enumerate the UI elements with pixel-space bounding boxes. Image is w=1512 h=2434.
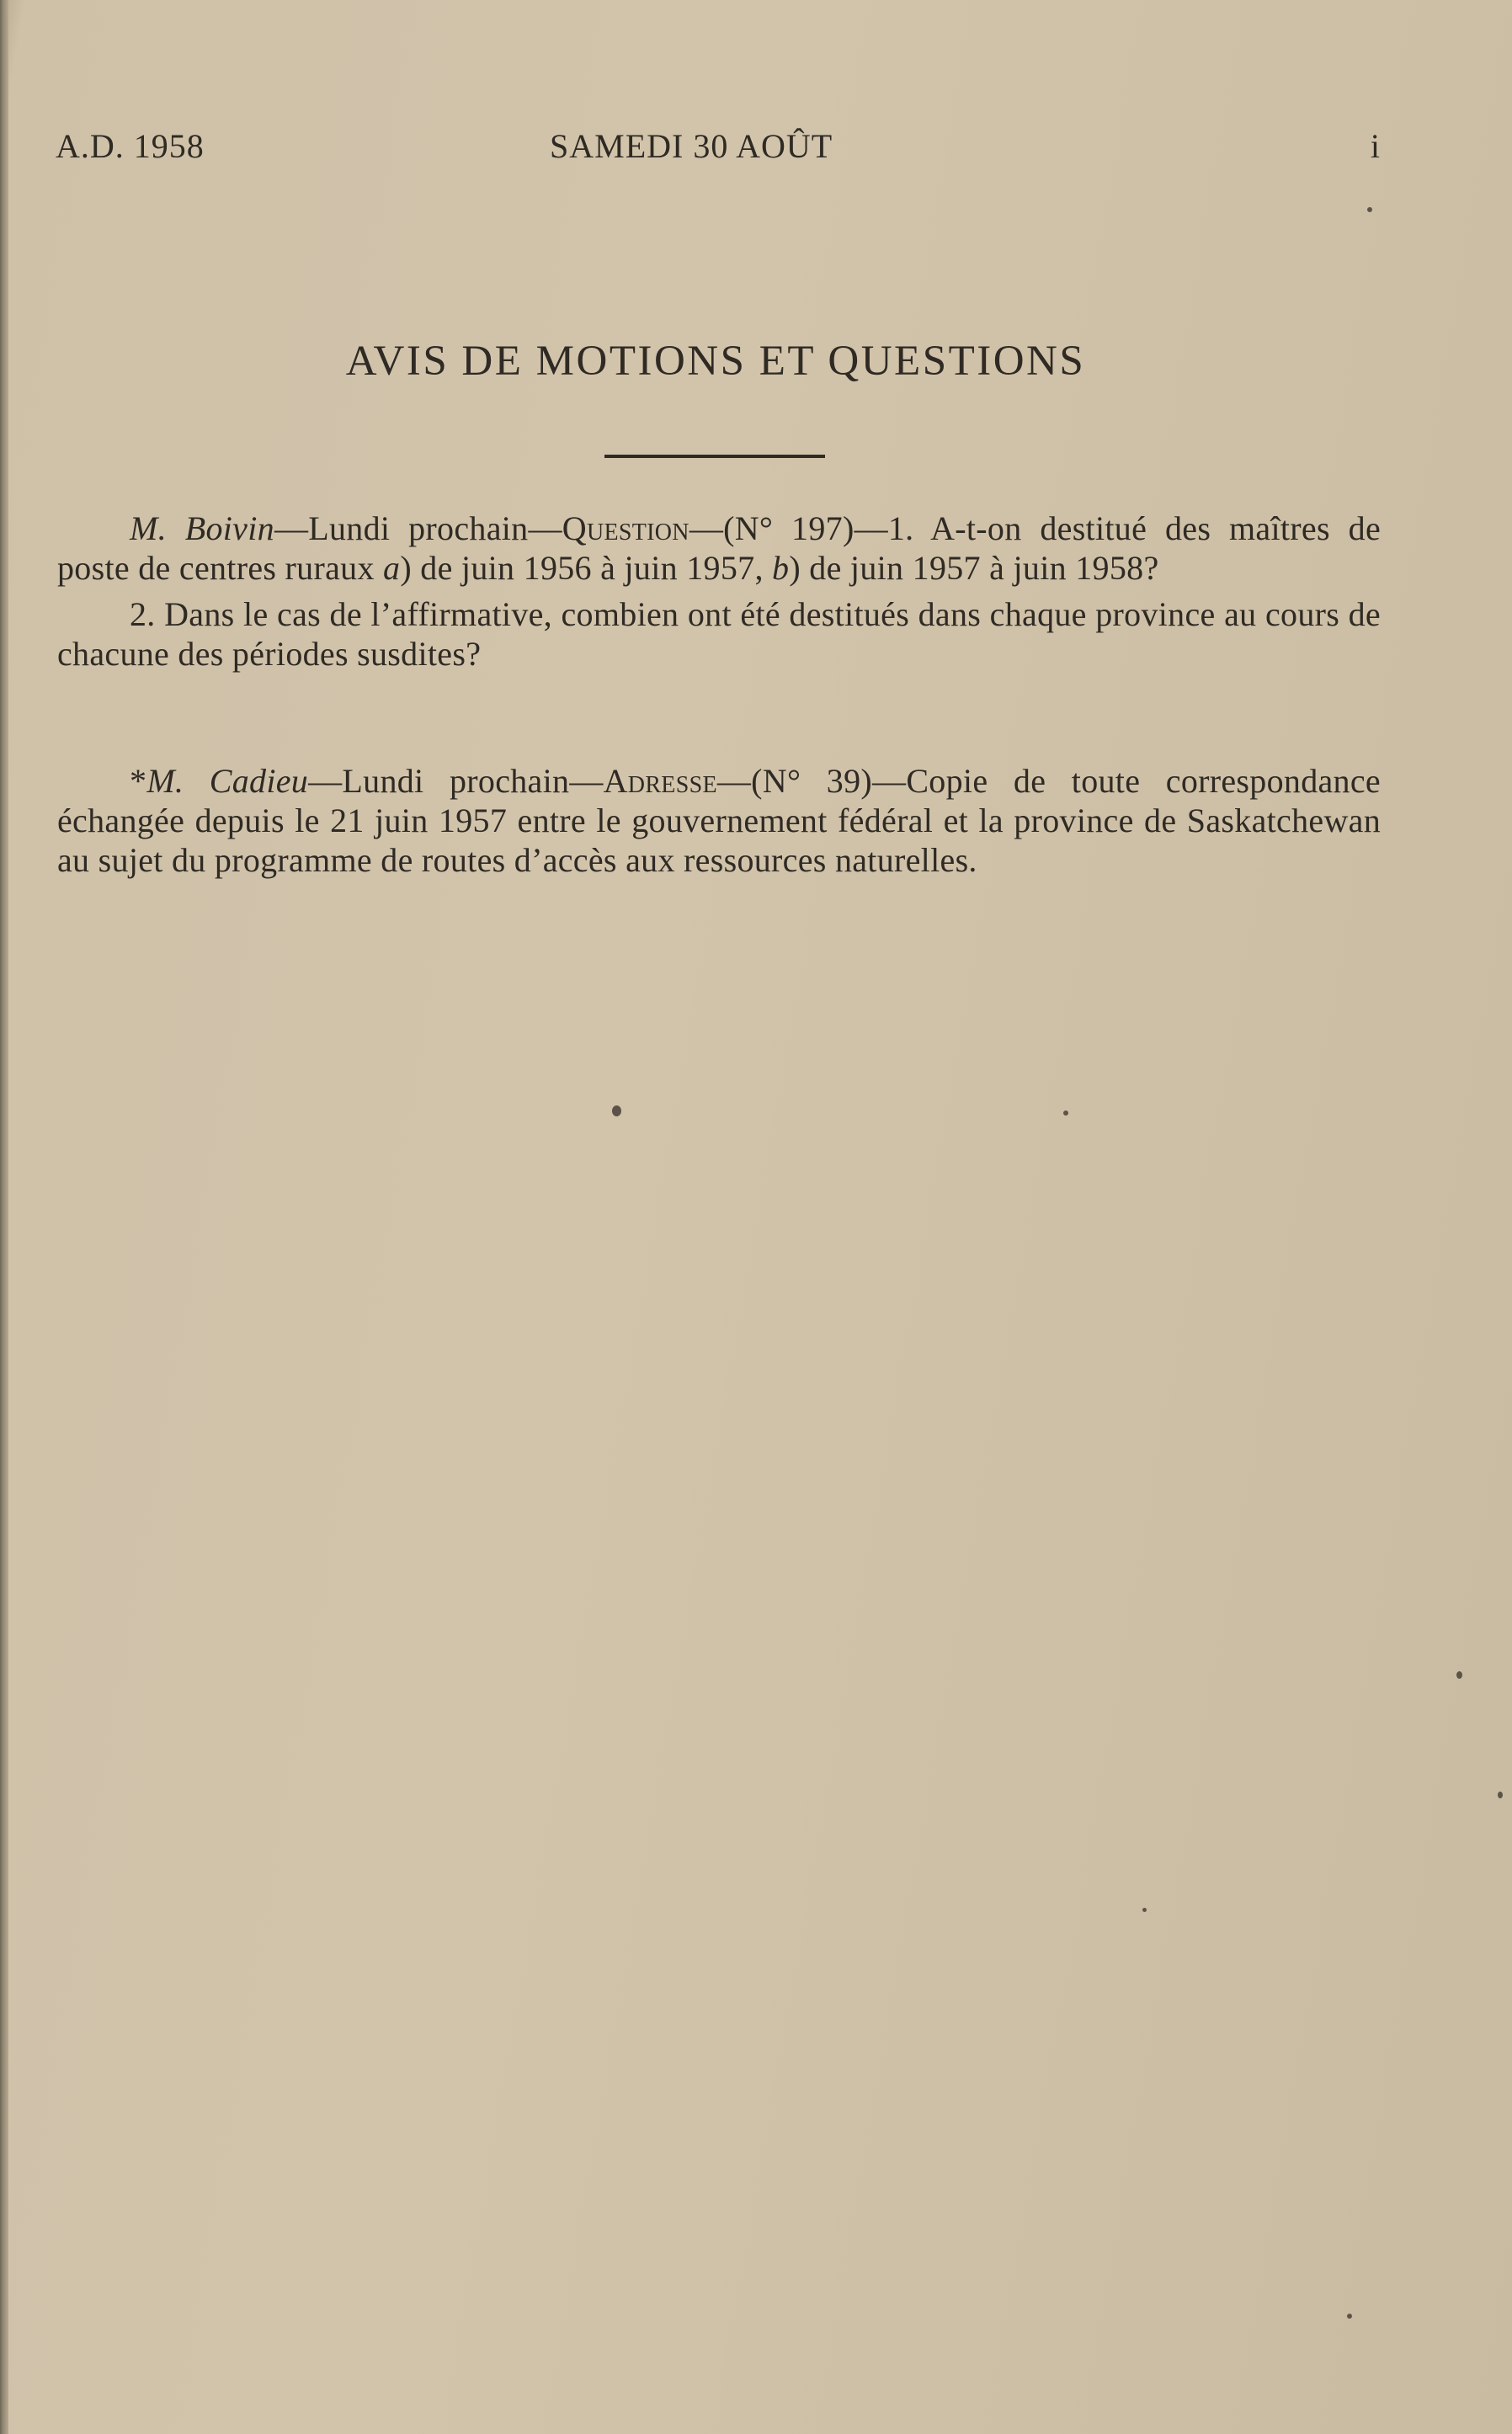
paper-speck — [612, 1105, 621, 1116]
motion-text: Copie de toute correspondance échangée depuis le 21 juin 1957 entre le gouvernement fédéral et la province de Saskatchewan au sujet du programme de routes d’accès aux ressources naturelles. — [57, 762, 1381, 879]
motion-number: —(N° 197)— — [689, 509, 888, 547]
paper-speck — [1498, 1792, 1503, 1798]
motion-when: —Lundi prochain— — [274, 509, 562, 547]
item-label-b: b — [772, 549, 790, 587]
page-title: AVIS DE MOTIONS ET QUESTIONS — [345, 338, 1086, 385]
motion-text: 1. A-t-on destitué des maîtres de poste de centres ruraux — [57, 509, 1381, 587]
paper-speck — [1347, 2314, 1352, 2319]
motion-number: —(N° 39)— — [716, 762, 907, 800]
asterisk-mark: * — [130, 762, 147, 800]
motion-cadieu — [57, 761, 1381, 880]
paper-speck — [1367, 207, 1372, 212]
motion-paragraph — [57, 509, 1381, 588]
motion-paragraph-2: 2. Dans le cas de l’affirmative, combien ont été destitués dans chaque province au cours de chacune des périodes susdites? — [57, 595, 1381, 673]
item-label-a: a — [383, 549, 401, 587]
running-head — [56, 126, 1381, 173]
header-date: SAMEDI 30 AOÛT — [550, 127, 833, 165]
title-rule — [604, 455, 825, 458]
member-name: M. Cadieu — [146, 762, 309, 800]
motion-boivin — [57, 509, 1381, 674]
motion-type: Question — [562, 509, 689, 547]
motion-when: —Lundi prochain— — [308, 762, 604, 800]
motion-text: ) de juin 1956 à juin 1957, — [400, 549, 773, 587]
header-year: A.D. 1958 — [56, 127, 205, 165]
header-page-number: i — [1370, 127, 1381, 165]
paper-speck — [1142, 1908, 1147, 1912]
motion-text: ) de juin 1957 à juin 1958? — [789, 549, 1159, 587]
member-name: M. Boivin — [130, 509, 274, 547]
paper-speck — [1456, 1671, 1462, 1679]
paper-speck — [1063, 1110, 1068, 1116]
motion-type: Adresse — [603, 762, 717, 800]
motion-paragraph — [57, 761, 1381, 880]
